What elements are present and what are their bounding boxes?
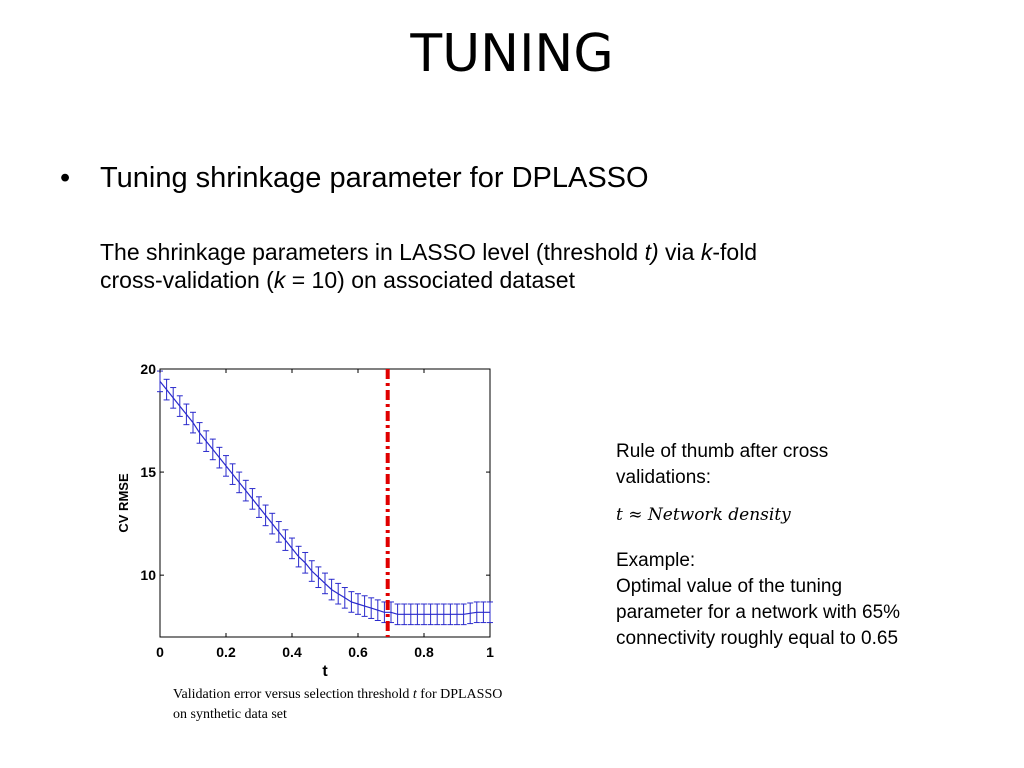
caption-italic-t: t (412, 687, 417, 702)
rule-line-2: validations: (616, 467, 712, 488)
sub-text: The shrinkage parameters in LASSO level (threshold (100, 239, 645, 265)
slide-title: TUNING (410, 24, 614, 84)
caption-text: for DPLASSO on synthetic data set (173, 687, 503, 722)
sub-text: via (658, 239, 701, 265)
y-tick-label: 15 (140, 464, 156, 481)
caption-text: Validation error versus selection threshold (173, 687, 413, 702)
rule-of-thumb (616, 439, 996, 491)
x-tick-label: 0.2 (216, 644, 236, 660)
sub-italic-t: t) (644, 239, 659, 265)
example-line-2: parameter for a network with 65% (616, 602, 901, 623)
sub-italic-k: k (273, 267, 286, 293)
sub-text: cross-validation ( (100, 267, 274, 293)
x-axis-label: t (322, 663, 328, 680)
sub-text: -fold (712, 239, 758, 265)
rule-formula: t ≈ Network density (616, 505, 791, 525)
x-tick-label: 0.6 (348, 644, 368, 660)
sub-text: = 10) on associated dataset (285, 267, 575, 293)
example-heading: Example: (616, 550, 696, 571)
x-tick-label: 0.8 (414, 644, 434, 660)
rule-line-1: Rule of thumb after cross (616, 441, 829, 462)
example-line-3: connectivity roughly equal to 0.65 (616, 628, 899, 649)
bullet-text: Tuning shrinkage parameter for DPLASSO (100, 162, 649, 194)
y-tick-label: 10 (140, 567, 156, 584)
y-axis-label: CV RMSE (116, 473, 131, 533)
x-tick-label: 0.4 (282, 644, 302, 660)
x-tick-label: 1 (486, 644, 494, 660)
sub-line-2 (100, 266, 960, 294)
figure-caption (173, 685, 513, 725)
plot-frame (160, 369, 490, 637)
y-tick-label: 20 (140, 361, 156, 377)
example-block (616, 548, 996, 652)
sub-line-1 (100, 238, 960, 266)
cv-rmse-chart (110, 355, 510, 680)
example-line-1: Optimal value of the tuning (616, 576, 843, 597)
x-tick-label: 0 (156, 644, 164, 660)
bullet-glyph: • (60, 162, 71, 194)
sub-italic-k: k (700, 239, 713, 265)
sub-paragraph (100, 238, 960, 294)
